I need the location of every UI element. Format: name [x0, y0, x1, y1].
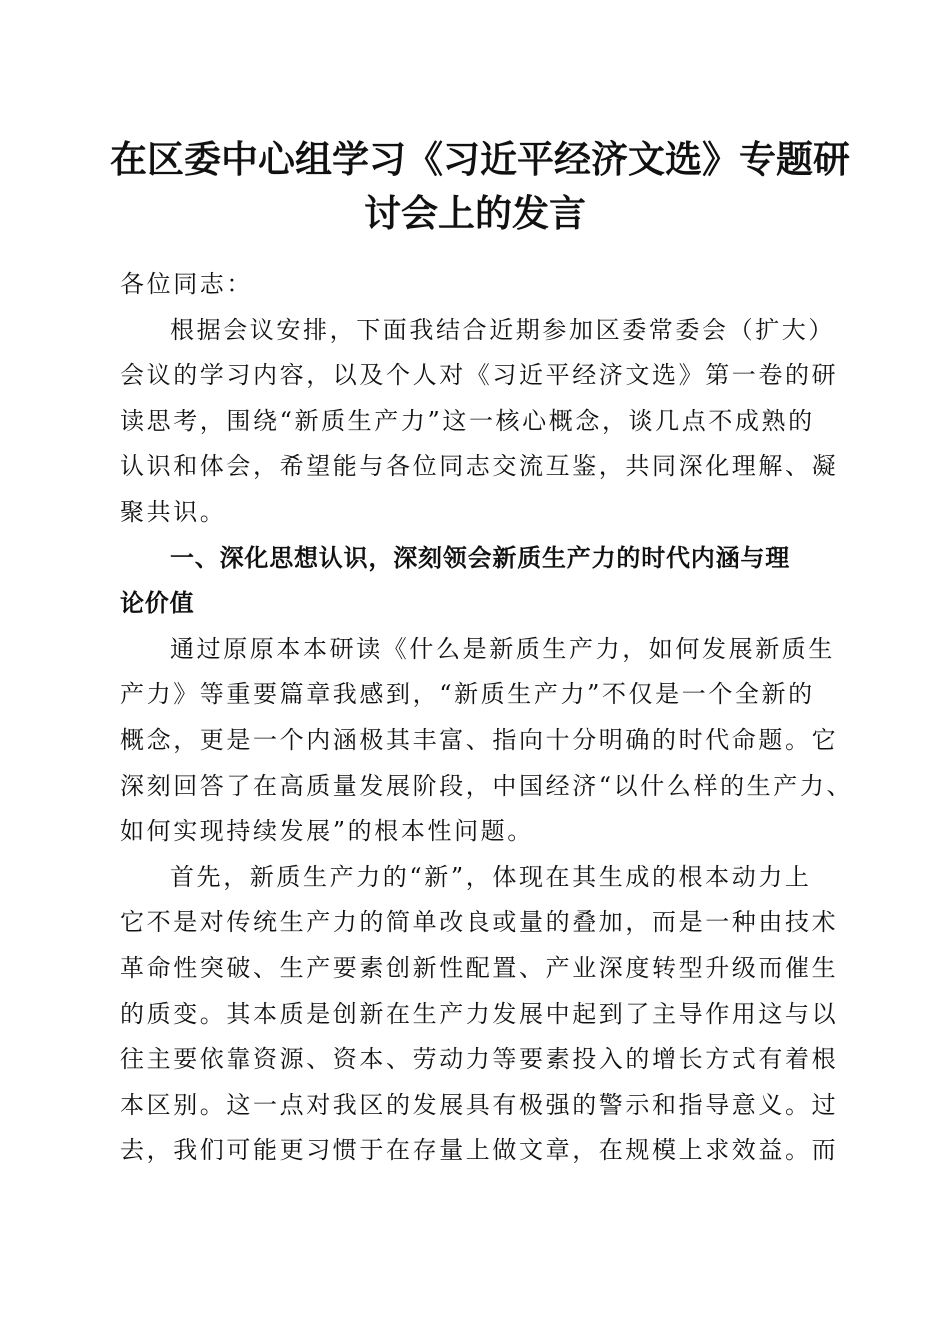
paragraph-line: 概念，更是一个内涵极其丰富、指向十分明确的时代命题。它: [120, 725, 839, 754]
title-line: 在区委中心组学习《习近平经济文选》专题研: [110, 137, 850, 181]
paragraph-line: 聚共识。: [120, 497, 227, 526]
paragraph-2: [120, 627, 854, 855]
paragraph-line: 深刻回答了在高质量发展阶段，中国经济“以什么样的生产力、: [120, 771, 854, 800]
paragraph-line: 本区别。这一点对我区的发展具有极强的警示和指导意义。过: [120, 1090, 839, 1119]
paragraph-3: [120, 855, 842, 1174]
paragraph-line: 的质变。其本质是创新在生产力发展中起到了主导作用这与以: [120, 999, 839, 1028]
heading-line: 一、深化思想认识，深刻领会新质生产力的时代内涵与理: [170, 543, 790, 572]
section-heading-1: [120, 536, 842, 627]
title-line: 讨会上的发言: [364, 191, 586, 235]
salutation: 各位同志：: [120, 270, 253, 298]
paragraph-line: 认识和体会，希望能与各位同志交流互鉴，共同深化理解、凝: [120, 452, 839, 481]
paragraph-line: 去，我们可能更习惯于在存量上做文章，在规模上求效益。而: [120, 1136, 839, 1165]
paragraph-line: 根据会议安排，下面我结合近期参加区委常委会（扩大）: [170, 315, 835, 344]
paragraph-line: 通过原原本本研读《什么是新质生产力，如何发展新质生: [170, 634, 835, 663]
paragraph-line: 产力》等重要篇章我感到，“新质生产力”不仅是一个全新的: [120, 680, 815, 709]
paragraph-line: 革命性突破、生产要素创新性配置、产业深度转型升级而催生: [120, 953, 839, 982]
paragraph-line: 如何实现持续发展”的根本性问题。: [120, 817, 534, 846]
paragraph-line: 会议的学习内容，以及个人对《习近平经济文选》第一卷的研: [120, 361, 839, 390]
heading-line: 论价值: [120, 589, 195, 618]
paragraph-line: 往主要依靠资源、资本、劳动力等要素投入的增长方式有着根: [120, 1045, 839, 1074]
paragraph-1: [120, 308, 842, 536]
paragraph-line: 它不是对传统生产力的简单改良或量的叠加，而是一种由技术: [120, 908, 839, 937]
document-body: [120, 262, 854, 1174]
document-title: [110, 132, 850, 240]
paragraph-line: 读思考，围绕“新质生产力”这一核心概念，谈几点不成熟的: [120, 406, 815, 435]
paragraph-line: 首先，新质生产力的“新”，体现在其生成的根本动力上: [170, 862, 812, 891]
